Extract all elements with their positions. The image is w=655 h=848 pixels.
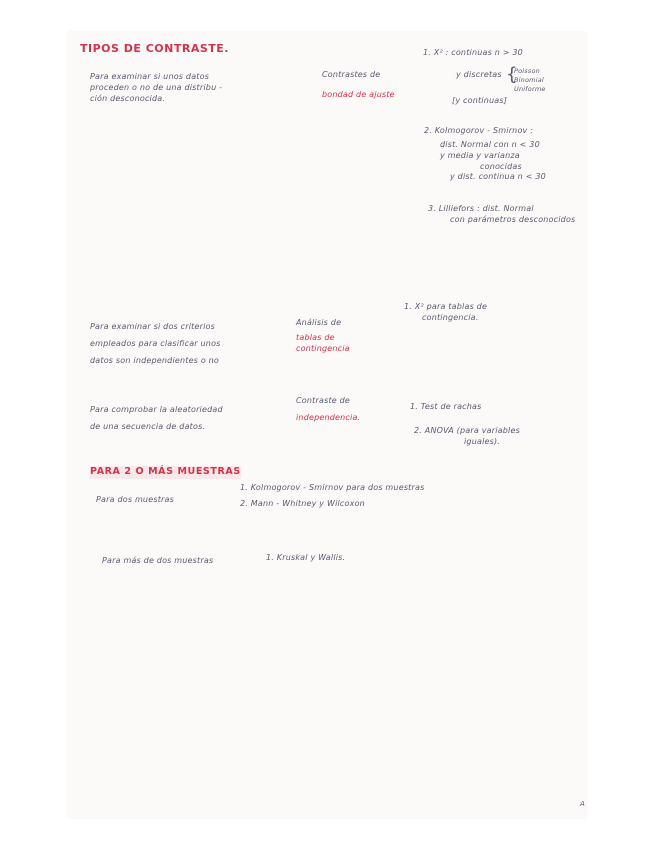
- curly-brace-icon: {: [506, 64, 518, 85]
- row3-answer-2: [414, 426, 520, 448]
- row4-question: Para dos muestras: [96, 495, 174, 504]
- row2-answer: [404, 302, 487, 324]
- option: Uniforme: [514, 84, 546, 93]
- page-title: TIPOS DE CONTRASTE.: [80, 42, 229, 55]
- row1-ks-title: 2. Kolmogorov - Smirnov :: [424, 126, 534, 135]
- row3-answer-line: 2. ANOVA (para variables: [414, 426, 520, 435]
- row1-question-line: Para examinar si unos datos: [90, 72, 210, 81]
- row3-answer-line: iguales).: [464, 436, 501, 446]
- ks-line: conocidas: [480, 161, 522, 171]
- row3-answer-1: 1. Test de rachas: [410, 402, 482, 411]
- row4-answer-line: 2. Mann - Whitney y Wilcoxon: [240, 498, 365, 508]
- row3-question-line: de una secuencia de datos.: [90, 421, 206, 431]
- ks-line: y dist. continua n < 30: [450, 172, 546, 182]
- notebook-page: [68, 32, 586, 818]
- row4-answer-line: 1. Kolmogorov - Smirnov para dos muestras: [240, 483, 425, 492]
- row3-method: [296, 396, 360, 424]
- corner-mark: A: [580, 800, 585, 808]
- row3-question-line: Para comprobar la aleatoriedad: [90, 405, 223, 414]
- row1-question-line: proceden o no de una distribu -: [90, 82, 223, 92]
- row1-method-highlight: bondad de ajuste: [322, 90, 395, 99]
- lilliefors-line: 3. Lilliefors : dist. Normal: [428, 204, 534, 213]
- row2-question-line: datos son independientes o no: [90, 355, 220, 365]
- row2-method: [296, 318, 350, 354]
- row2-method-line: contingencia: [296, 343, 350, 353]
- row2-answer-line: 1. X² para tablas de: [404, 302, 488, 311]
- row2-question-line: Para examinar si dos criterios: [90, 322, 215, 331]
- row1-lilliefors: [428, 204, 575, 226]
- row4-answers: [240, 483, 424, 510]
- row1-discretas-label: y discretas: [456, 70, 502, 79]
- row2-question-line: empleados para clasificar unos: [90, 338, 221, 348]
- option: Binomial: [514, 75, 544, 84]
- ks-line: y media y varianza: [440, 150, 520, 160]
- row1-method-label: Contrastes de: [322, 70, 381, 79]
- row1-discretas-options: [514, 67, 546, 93]
- row5-answer: 1. Kruskal y Wallis.: [266, 553, 346, 562]
- row1-chi-line: 1. X² : continuas n > 30: [423, 48, 523, 57]
- row3-question: [90, 405, 223, 433]
- row1-continuas-note: [y continuas]: [452, 96, 508, 105]
- row5-question: Para más de dos muestras: [102, 556, 214, 565]
- option: Poisson: [514, 67, 540, 75]
- row3-method-line: Contraste de: [296, 396, 351, 405]
- section-heading: PARA 2 O MÁS MUESTRAS: [90, 466, 241, 477]
- row2-answer-line: contingencia.: [422, 312, 479, 322]
- row3-method-line: independencia.: [296, 412, 361, 422]
- ks-line: dist. Normal con n < 30: [440, 140, 540, 149]
- row1-question: [90, 72, 222, 104]
- row2-method-line: tablas de: [296, 332, 335, 342]
- lilliefors-line: con parámetros desconocidos: [450, 214, 576, 224]
- row1-ks-details: [440, 140, 546, 183]
- row2-method-line: Análisis de: [296, 318, 342, 327]
- row1-question-line: ción desconocida.: [90, 93, 166, 103]
- row2-question: [90, 322, 221, 366]
